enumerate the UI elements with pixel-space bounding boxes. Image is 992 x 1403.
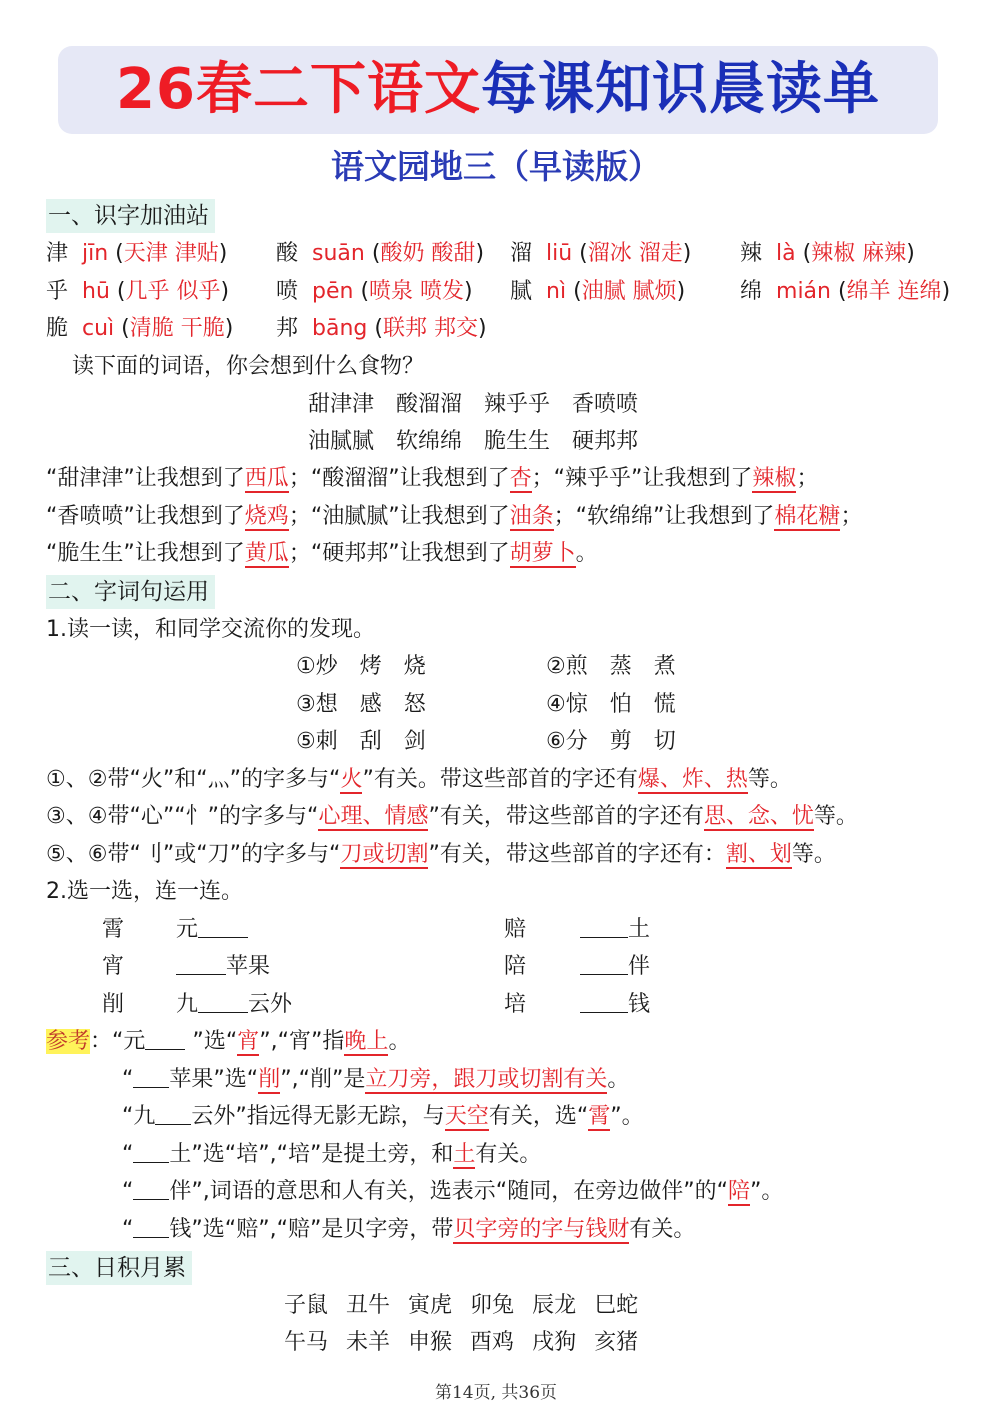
char-group: ⑤刺 刮 剑 bbox=[296, 729, 426, 754]
char-group: ⑥分 剪 切 bbox=[546, 729, 676, 754]
section3-heading: 三、日积月累 bbox=[46, 1251, 192, 1285]
page-subtitle: 语文园地三（早读版） bbox=[331, 147, 661, 186]
char-entry: 绵 mián (绵羊 连绵) bbox=[740, 279, 951, 304]
char-entry: 喷 pēn (喷泉 喷发) bbox=[276, 279, 473, 304]
reference-line: “ 苹果”选“削”,“削”是立刀旁，跟刀或切割有关。 bbox=[122, 1067, 630, 1092]
section1-heading: 一、识字加油站 bbox=[46, 199, 215, 233]
reference-line: “ 伴”,词语的意思和人有关，选表示“随同，在旁边做伴”的“陪”。 bbox=[122, 1179, 784, 1204]
match-phrase: 钱 bbox=[580, 988, 650, 1022]
zodiac-row: 子鼠 丑牛 寅虎 卯兔 辰龙 巳蛇 bbox=[284, 1293, 639, 1318]
char-group: ④惊 怕 慌 bbox=[546, 692, 676, 717]
char-entry: 脆 cuì (清脆 干脆) bbox=[46, 316, 234, 341]
char-group: ②煎 蒸 煮 bbox=[546, 654, 676, 679]
match-phrase: 伴 bbox=[580, 950, 650, 984]
finding-line: ③、④带“心”“忄”的字多与“心理、情感”有关，带这些部首的字还有思、念、忧等。 bbox=[46, 804, 858, 829]
question-text: 1.读一读，和同学交流你的发现。 bbox=[46, 617, 375, 642]
match-char: 宵 bbox=[102, 954, 125, 979]
char-entry: 酸 suān (酸奶 酸甜) bbox=[276, 241, 485, 266]
char-entry: 津 jīn (天津 津贴) bbox=[46, 241, 228, 266]
answer-line: “脆生生”让我想到了黄瓜；“硬邦邦”让我想到了胡萝卜。 bbox=[46, 541, 598, 566]
match-char: 削 bbox=[102, 992, 125, 1017]
char-group: ①炒 烤 烧 bbox=[296, 654, 426, 679]
answer-line: “香喷喷”让我想到了烧鸡；“油腻腻”让我想到了油条；“软绵绵”让我想到了棉花糖； bbox=[46, 504, 863, 529]
match-char: 培 bbox=[504, 992, 527, 1017]
word-row: 油腻腻 软绵绵 脆生生 硬邦邦 bbox=[308, 429, 639, 454]
finding-line: ⑤、⑥带“刂”或“刀”的字多与“刀或切割”有关，带这些部首的字还有：割、划等。 bbox=[46, 842, 836, 867]
reference-line: 参考：“元 ”选“宵”,“宵”指晚上。 bbox=[46, 1029, 411, 1054]
char-entry: 乎 hū (几乎 似乎) bbox=[46, 279, 230, 304]
char-entry: 邦 bāng (联邦 邦交) bbox=[276, 316, 487, 341]
char-group: ③想 感 怒 bbox=[296, 692, 426, 717]
match-char: 霄 bbox=[102, 917, 125, 942]
title-banner bbox=[58, 46, 938, 134]
finding-line: ①、②带“火”和“灬”的字多与“火”有关。带这些部首的字还有爆、炸、热等。 bbox=[46, 767, 792, 792]
question-text: 2.选一选，连一连。 bbox=[46, 879, 243, 904]
reference-line: “九 云外”指远得无影无踪，与天空有关，选“霄”。 bbox=[122, 1104, 644, 1129]
reference-line: “ 土”选“培”,“培”是提土旁，和土有关。 bbox=[122, 1142, 542, 1167]
zodiac-row: 午马 未羊 申猴 酉鸡 戌狗 亥猪 bbox=[284, 1330, 639, 1355]
question-text: 读下面的词语，你会想到什么食物？ bbox=[72, 354, 425, 379]
answer-line: “甜津津”让我想到了西瓜；“酸溜溜”让我想到了杏；“辣乎乎”让我想到了辣椒； bbox=[46, 466, 819, 491]
page-footer: 第14页, 共36页 bbox=[434, 1383, 558, 1403]
char-entry: 辣 là (辣椒 麻辣) bbox=[740, 241, 915, 266]
match-char: 陪 bbox=[504, 954, 527, 979]
reference-line: “ 钱”选“赔”,“赔”是贝字旁，带贝字旁的字与钱财有关。 bbox=[122, 1217, 696, 1242]
char-entry: 溜 liū (溜冰 溜走) bbox=[510, 241, 692, 266]
reference-label: 参考 bbox=[46, 1029, 91, 1054]
banner-title-part2: 每课知识晨读单 bbox=[480, 57, 880, 122]
char-entry: 腻 nì (油腻 腻烦) bbox=[510, 279, 686, 304]
banner-title-part1: 26春二下语文 bbox=[116, 57, 481, 122]
match-phrase: 土 bbox=[580, 913, 650, 947]
match-phrase: 苹果 bbox=[176, 950, 270, 984]
section2-heading: 二、字词句运用 bbox=[46, 575, 215, 609]
match-phrase: 元 bbox=[176, 913, 248, 947]
banner-title bbox=[116, 57, 880, 122]
match-phrase: 九 云外 bbox=[176, 992, 293, 1017]
word-row: 甜津津 酸溜溜 辣乎乎 香喷喷 bbox=[308, 392, 639, 417]
match-char: 赔 bbox=[504, 917, 527, 942]
